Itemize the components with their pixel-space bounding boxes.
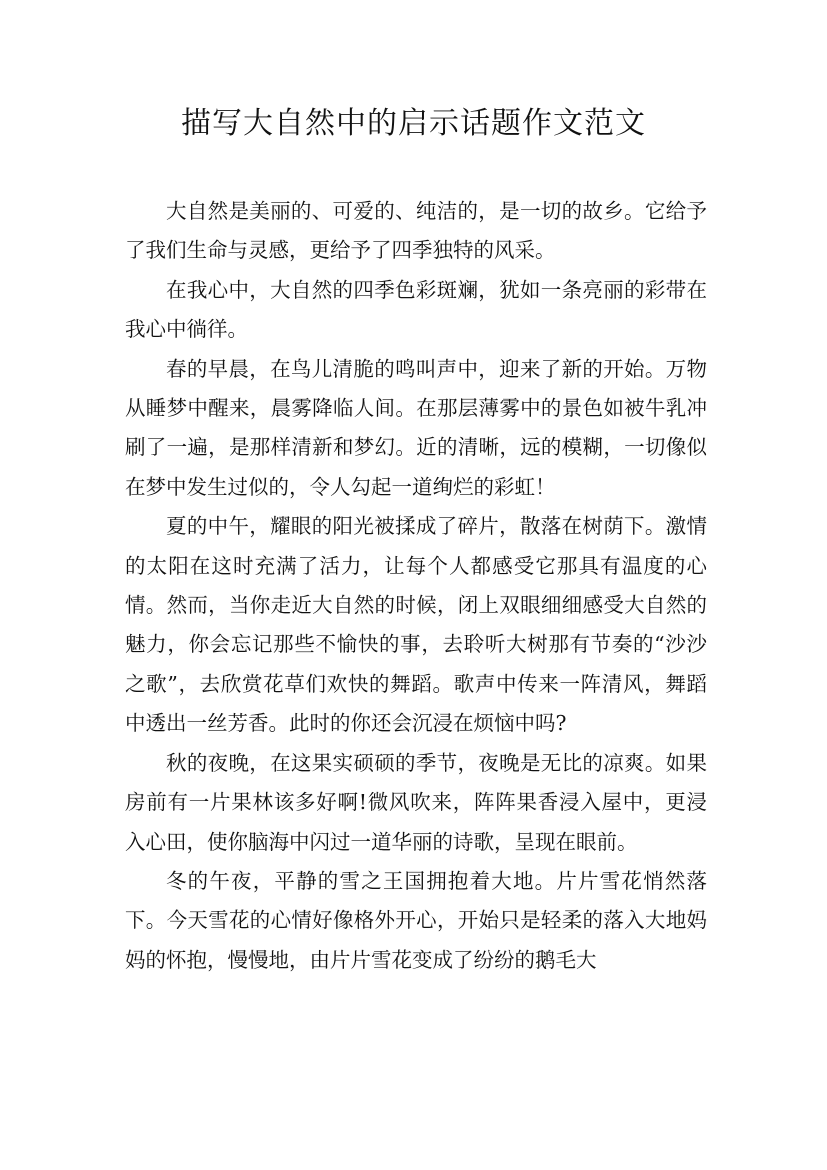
paragraph-6: 冬的午夜，平静的雪之王国拥抱着大地。片片雪花悄然落下。今天雪花的心情好像格外开心，开始只是轻柔的落入大地妈妈的怀抱，慢慢地，由片片雪花变成了纷纷的鹅毛大 [125, 868, 707, 972]
paragraph-1: 大自然是美丽的、可爱的、纯洁的，是一切的故乡。它给予了我们生命与灵感，更给予了四季独特的风采。 [125, 199, 707, 263]
document-title: 描写大自然中的启示话题作文范文 [181, 106, 646, 141]
document-body [125, 192, 707, 980]
paragraph-2: 在我心中，大自然的四季色彩斑斓，犹如一条亮丽的彩带在我心中徜徉。 [125, 277, 707, 342]
paragraph-4: 夏的中午，耀眼的阳光被揉成了碎片，散落在树荫下。激情的太阳在这时充满了活力，让每个人都感受它那具有温度的心情。然而，当你走近大自然的时候，闭上双眼细细感受大自然的魅力，你会忘记那些不愉快的事，去聆听大树那有节奏的“沙沙之歌”，去欣赏花草们欢快的舞蹈。歌声中传来一阵清风，舞蹈中透出一丝芳香。此时的你还会沉浸在烦恼中吗? [125, 514, 707, 736]
paragraph-3: 春的早晨，在鸟儿清脆的鸣叫声中，迎来了新的开始。万物从睡梦中醒来，晨雾降临人间。在那层薄雾中的景色如被牛乳冲刷了一遍，是那样清新和梦幻。近的清晰，远的模糊，一切像似在梦中发生过似的，令人勾起一道绚烂的彩虹！ [125, 356, 707, 499]
paragraph-5: 秋的夜晚，在这果实硕硕的季节，夜晚是无比的凉爽。如果房前有一片果林该多好啊!微风吹来，阵阵果香浸入屋中，更浸入心田，使你脑海中闪过一道华丽的诗歌，呈现在眼前。 [125, 750, 707, 854]
